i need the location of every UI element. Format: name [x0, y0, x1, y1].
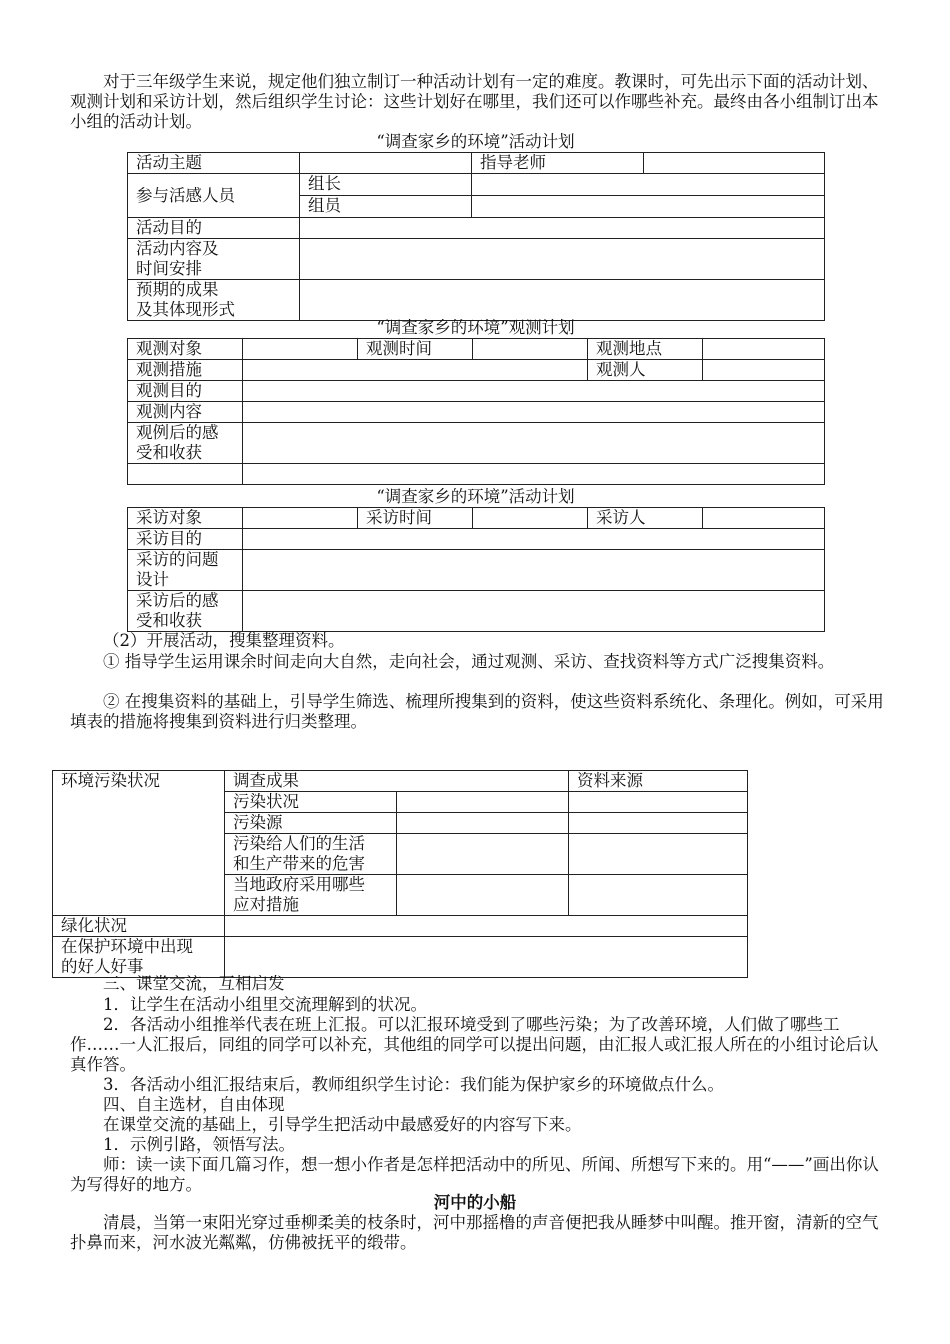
- section3-item1: 1．让学生在活动小组里交流理解到的状况。: [103, 995, 427, 1014]
- obs-time-value: [473, 339, 588, 360]
- obs-place-label: 观测地点: [588, 339, 703, 360]
- section3-item2: 2．各活动小组推举代表在班上汇报。可以汇报环境受到了哪些污染；为了改善环境，人们做了哪些工作……一人汇报后，同组的同学可以补充，其他组的同学可以提出问题，由汇报人或汇报人所在的小组讨论后认真作答。: [70, 1015, 879, 1074]
- gov-label: 当地政府采用哪些 应对措施: [225, 875, 397, 916]
- member-value: [472, 196, 825, 218]
- obs-person-label: 观测人: [588, 360, 703, 381]
- int-goal-value: [243, 529, 825, 550]
- obs-place-value: [703, 339, 825, 360]
- green-label: 绿化状况: [53, 916, 225, 937]
- section2-item1: ① 指导学生运用课余时间走向大自然，走向社会，通过观测、采访、查找资料等方式广泛搜集资料。: [103, 652, 835, 671]
- harm-value: [397, 834, 569, 875]
- obs-measure-label: 观测措施: [128, 360, 243, 381]
- interview-plan-caption: “调查家乡的环境”活动计划: [376, 487, 575, 506]
- obs-feeling-value: [243, 423, 825, 464]
- interview-plan-table: [127, 507, 825, 632]
- section3-item3: 3．各活动小组汇报结束后，教师组织学生讨论：我们能为保护家乡的环境做点什么。: [103, 1075, 724, 1094]
- leader-label: 组长: [300, 174, 472, 196]
- int-feeling-label: 采访后的感 受和收获: [128, 591, 243, 632]
- harm-source: [569, 834, 748, 875]
- goal-value: [300, 218, 825, 239]
- content-label: 活动内容及 时间安排: [128, 239, 300, 280]
- teacher-label: 指导老师: [472, 153, 644, 174]
- good-deeds-label: 在保护环境中出现 的好人好事: [53, 937, 225, 978]
- status-label: 污染状况: [225, 792, 397, 813]
- status-source: [569, 792, 748, 813]
- obs-extra-cell: [128, 464, 243, 485]
- obs-person-value: [703, 360, 825, 381]
- theme-value: [300, 153, 472, 174]
- origin-value: [397, 813, 569, 834]
- content-value: [300, 239, 825, 280]
- origin-label: 污染源: [225, 813, 397, 834]
- leader-value: [472, 174, 825, 196]
- status-value: [397, 792, 569, 813]
- essay-paragraph: 清晨，当第一束阳光穿过垂柳柔美的枝条时，河中那摇橹的声音便把我从睡梦中叫醒。推开窗，清新的空气扑鼻而来，河水波光粼粼，仿佛被抚平的缎带。: [70, 1213, 879, 1252]
- activity-plan-table: [127, 152, 825, 321]
- section4-paragraph: 在课堂交流的基础上，引导学生把活动中最感爱好的内容写下来。: [103, 1115, 582, 1134]
- obs-feeling-label: 观例后的感 受和收获: [128, 423, 243, 464]
- observation-plan-table: [127, 338, 825, 485]
- section4-teacher-instruction: 师：读一读下面几篇习作，想一想小作者是怎样把活动中的所见、所闻、所想写下来的。用“——”画出你认为写得好的地方。: [70, 1155, 879, 1194]
- int-object-label: 采访对象: [128, 508, 243, 529]
- result-label: 预期的成果 及其体现形式: [128, 280, 300, 321]
- observation-plan-caption: “调查家乡的环境”观测计划: [376, 318, 575, 337]
- harm-label: 污染给人们的生活 和生产带来的危害: [225, 834, 397, 875]
- int-object-value: [243, 508, 358, 529]
- goal-label: 活动目的: [128, 218, 300, 239]
- obs-extra-value: [243, 464, 825, 485]
- teacher-value: [644, 153, 825, 174]
- source-header: 资料来源: [569, 771, 748, 792]
- int-time-label: 采访时间: [358, 508, 473, 529]
- activity-plan-caption: “调查家乡的环境”活动计划: [376, 132, 575, 151]
- int-feeling-value: [243, 591, 825, 632]
- obs-content-value: [243, 402, 825, 423]
- theme-label: 活动主题: [128, 153, 300, 174]
- obs-object-value: [243, 339, 358, 360]
- pollution-summary-table: [52, 770, 748, 978]
- section2-heading: （2）开展活动，搜集整理资料。: [103, 631, 345, 650]
- good-deeds-value: [225, 937, 748, 978]
- essay-title: 河中的小船: [433, 1193, 517, 1212]
- origin-source: [569, 813, 748, 834]
- obs-goal-label: 观测目的: [128, 381, 243, 402]
- int-goal-label: 采访目的: [128, 529, 243, 550]
- result-value: [300, 280, 825, 321]
- section3-heading: 三、课堂交流，互相启发: [103, 974, 285, 993]
- obs-goal-value: [243, 381, 825, 402]
- members-label: 参与活感人员: [128, 174, 300, 218]
- int-person-value: [703, 508, 825, 529]
- pollution-label: 环境污染状况: [53, 771, 225, 916]
- int-person-label: 采访人: [588, 508, 703, 529]
- section4-item1: 1．示例引路，领悟写法。: [103, 1135, 295, 1154]
- gov-source: [569, 875, 748, 916]
- int-question-value: [243, 550, 825, 591]
- obs-measure-value: [243, 360, 588, 381]
- int-time-value: [473, 508, 588, 529]
- obs-content-label: 观测内容: [128, 402, 243, 423]
- obs-object-label: 观测对象: [128, 339, 243, 360]
- green-value: [225, 916, 748, 937]
- member-label: 组员: [300, 196, 472, 218]
- gov-value: [397, 875, 569, 916]
- section2-item2: ② 在搜集资料的基础上，引导学生筛选、梳理所搜集到的资料，使这些资料系统化、条理化。例如，可采用填表的措施将搜集到资料进行归类整理。: [70, 692, 884, 731]
- intro-paragraph: 对于三年级学生来说，规定他们独立制订一种活动计划有一定的难度。教课时，可先出示下面的活动计划、观测计划和采访计划，然后组织学生讨论：这些计划好在哪里，我们还可以作哪些补充。最终由各小组制订出本小组的活动计划。: [70, 72, 879, 131]
- obs-time-label: 观测时间: [358, 339, 473, 360]
- result-header: 调查成果: [225, 771, 569, 792]
- section4-heading: 四、自主选材，自由体现: [103, 1095, 285, 1114]
- int-question-label: 采访的问题 设计: [128, 550, 243, 591]
